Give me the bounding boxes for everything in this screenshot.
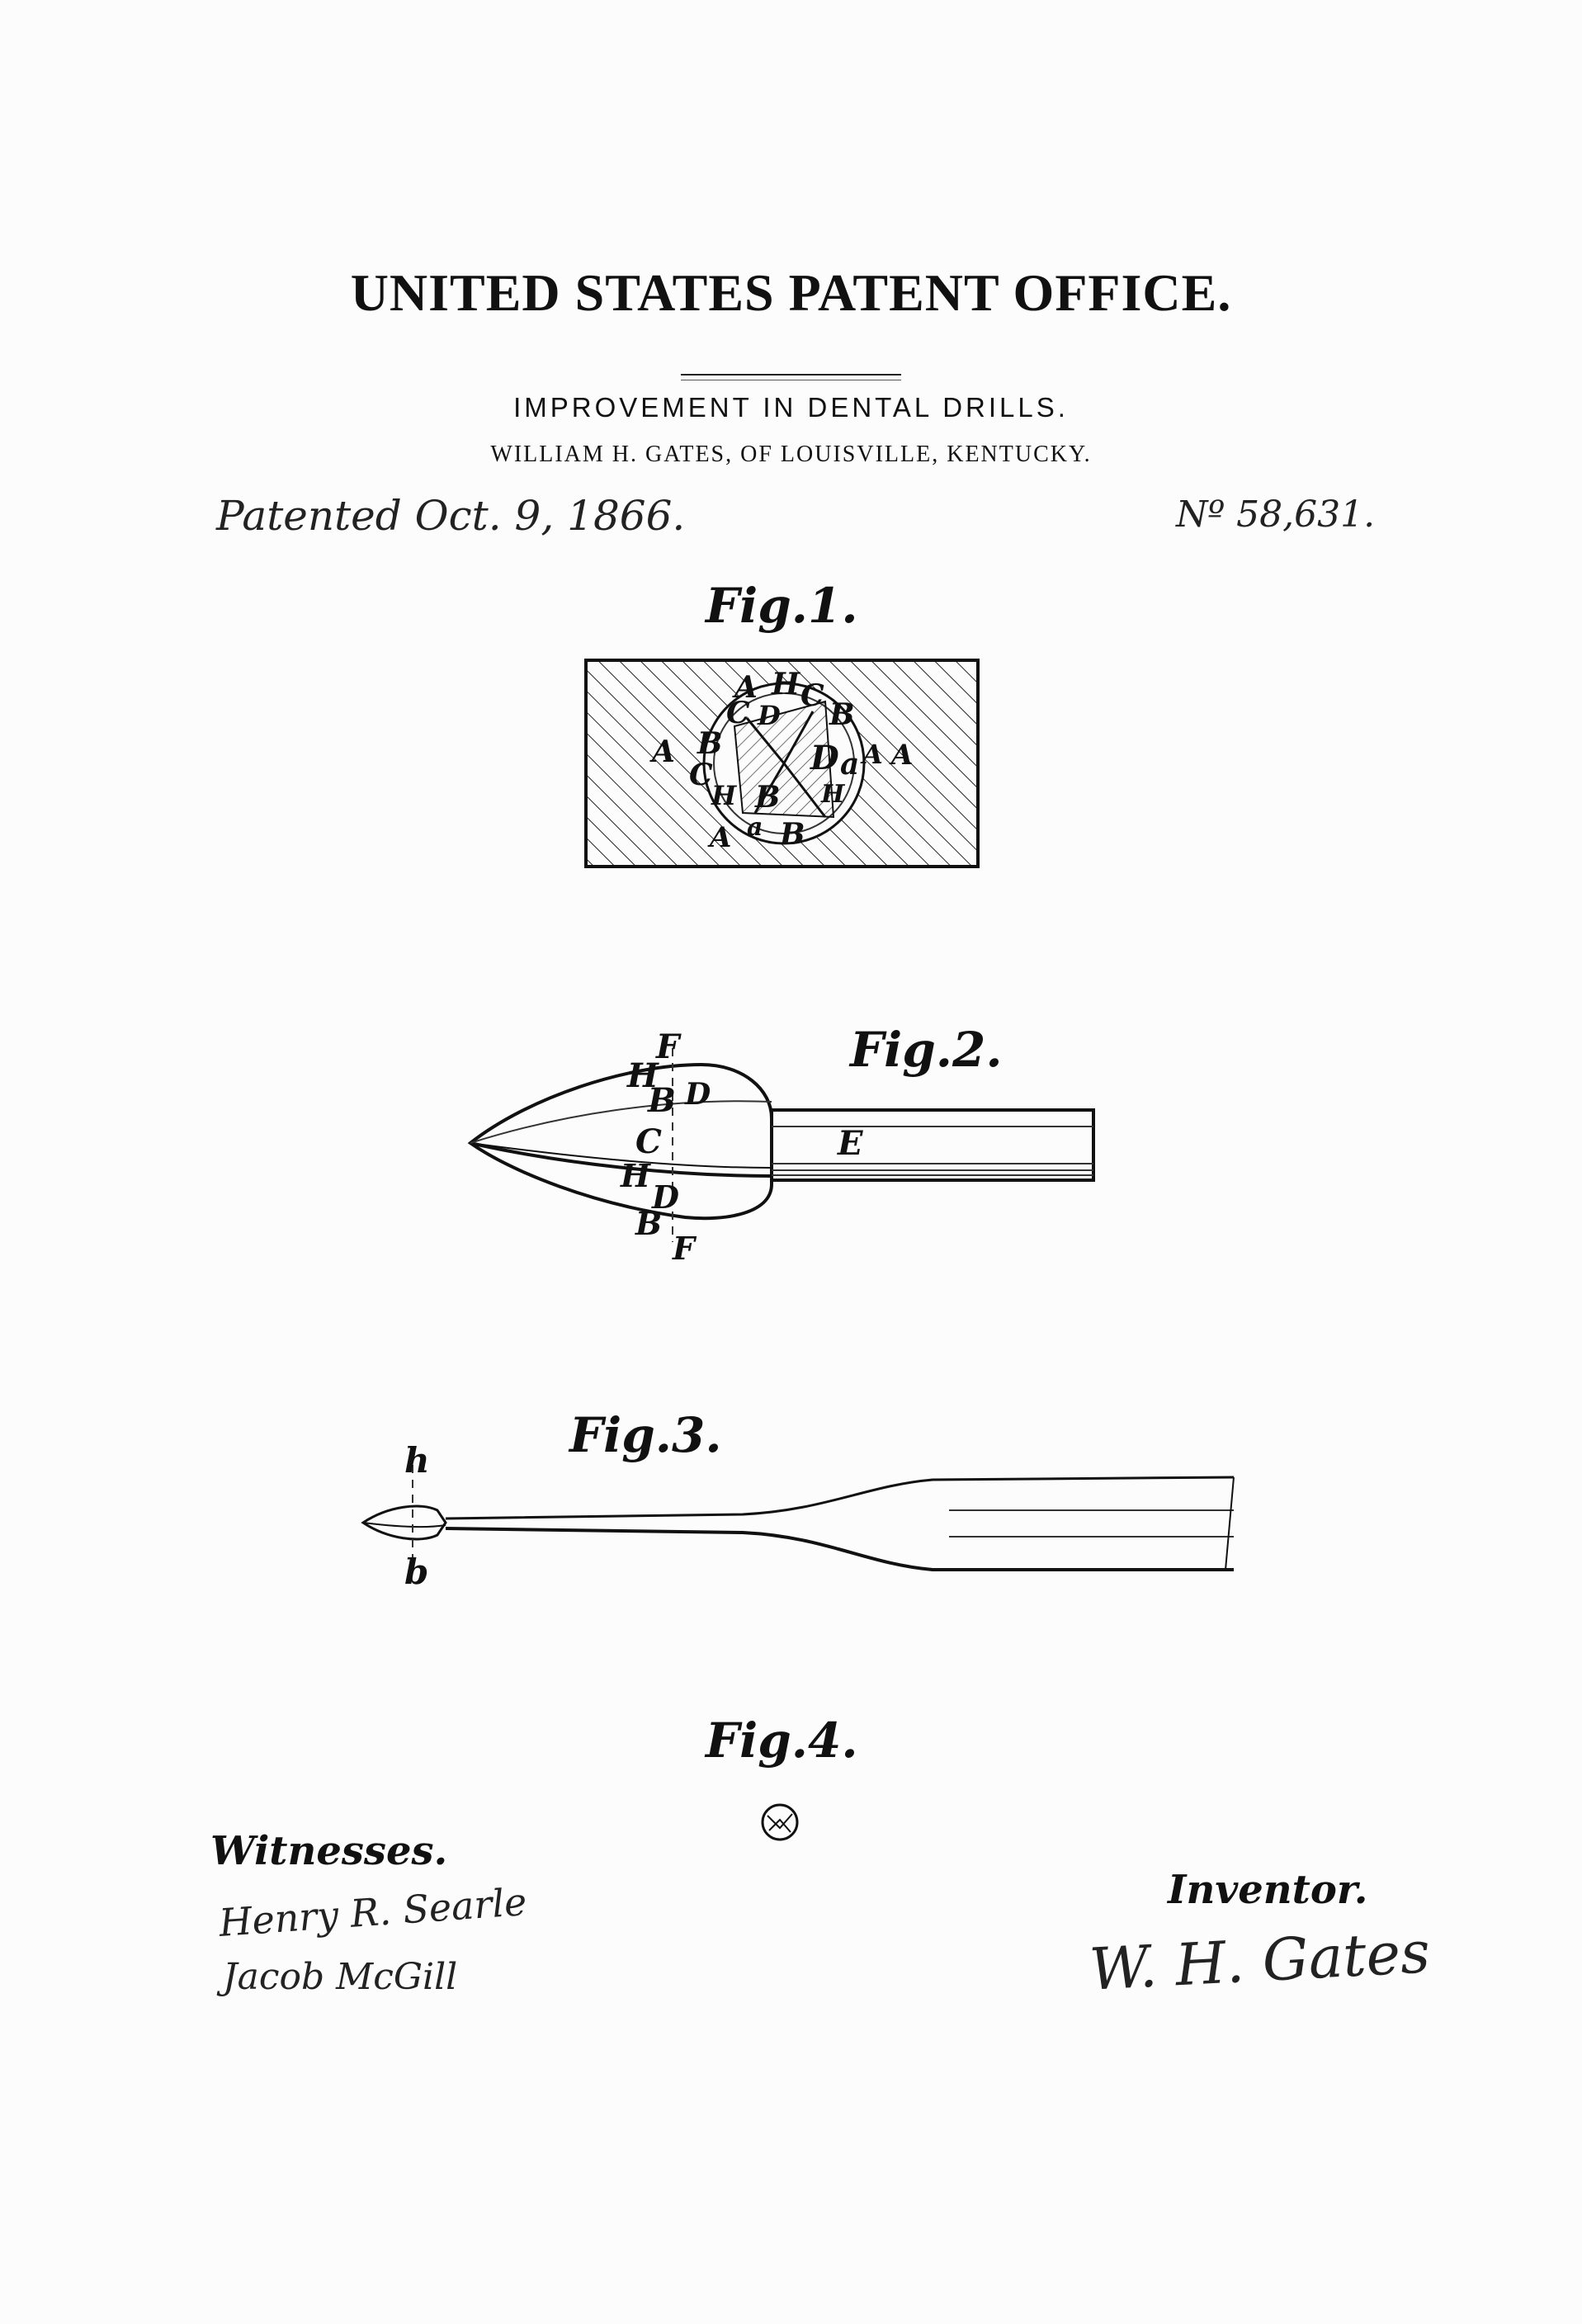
fig1-letter: A xyxy=(652,735,675,769)
fig1-letter: C xyxy=(689,758,713,792)
fig2-letter: B xyxy=(648,1081,676,1120)
witnesses-label: Witnesses. xyxy=(210,1828,448,1874)
fig2-letter: C xyxy=(635,1122,662,1161)
witness-signature: Henry R. Searle xyxy=(217,1879,528,1945)
fig2-letter: H xyxy=(627,1056,659,1095)
fig2-letter: B xyxy=(635,1205,663,1242)
fig1-letter: B xyxy=(829,697,855,732)
fig1-letter: B xyxy=(697,726,723,761)
fig1-letter: A xyxy=(891,739,914,772)
fig1-letter: A xyxy=(734,670,758,705)
fig2-letter: E xyxy=(838,1124,863,1163)
fig1-letter: C xyxy=(800,678,824,713)
fig2-label: Fig.2. xyxy=(850,1022,1003,1078)
fig4-section xyxy=(763,1805,797,1840)
fig1-letter: a xyxy=(840,747,860,782)
fig1-letter: H xyxy=(821,780,845,809)
fig2-letter: H xyxy=(621,1157,650,1194)
fig1-letter: D xyxy=(810,739,839,777)
fig2-letter: F xyxy=(656,1027,680,1066)
fig1-letter: B xyxy=(780,817,805,852)
fig1-letter: H xyxy=(711,780,737,811)
fig3-letter: b xyxy=(404,1552,429,1592)
fig1-letter: D xyxy=(758,700,781,731)
fig1-letter: A xyxy=(710,821,732,854)
fig1-letter: H xyxy=(772,667,800,701)
fig1-letter: B xyxy=(755,780,781,815)
inventor-signature: W. H. Gates xyxy=(1088,1918,1432,2004)
fig2-letter: D xyxy=(652,1179,679,1216)
fig1-label: Fig.1. xyxy=(706,578,858,634)
fig3-label: Fig.3. xyxy=(569,1407,722,1463)
patented-date: Patented Oct. 9, 1866. xyxy=(216,492,686,540)
inventor-label: Inventor. xyxy=(1168,1867,1368,1913)
office-heading: UNITED STATES PATENT OFFICE. xyxy=(350,263,1232,322)
patent-number: Nº 58,631. xyxy=(1176,494,1376,536)
fig2-letter: D xyxy=(685,1077,711,1112)
fig1-letter: a xyxy=(747,813,763,842)
inventor-line: WILLIAM H. GATES, OF LOUISVILLE, KENTUCKY. xyxy=(490,442,1092,467)
fig4-label: Fig.4. xyxy=(706,1712,858,1769)
fig2-letter: F xyxy=(673,1230,695,1267)
witness-signature: Jacob McGill xyxy=(223,1956,458,1998)
fig1-letter: C xyxy=(726,696,750,730)
patent-title: IMPROVEMENT IN DENTAL DRILLS. xyxy=(513,392,1069,423)
fig3-letter: h xyxy=(404,1440,430,1481)
fig1-letter: A xyxy=(862,739,883,770)
